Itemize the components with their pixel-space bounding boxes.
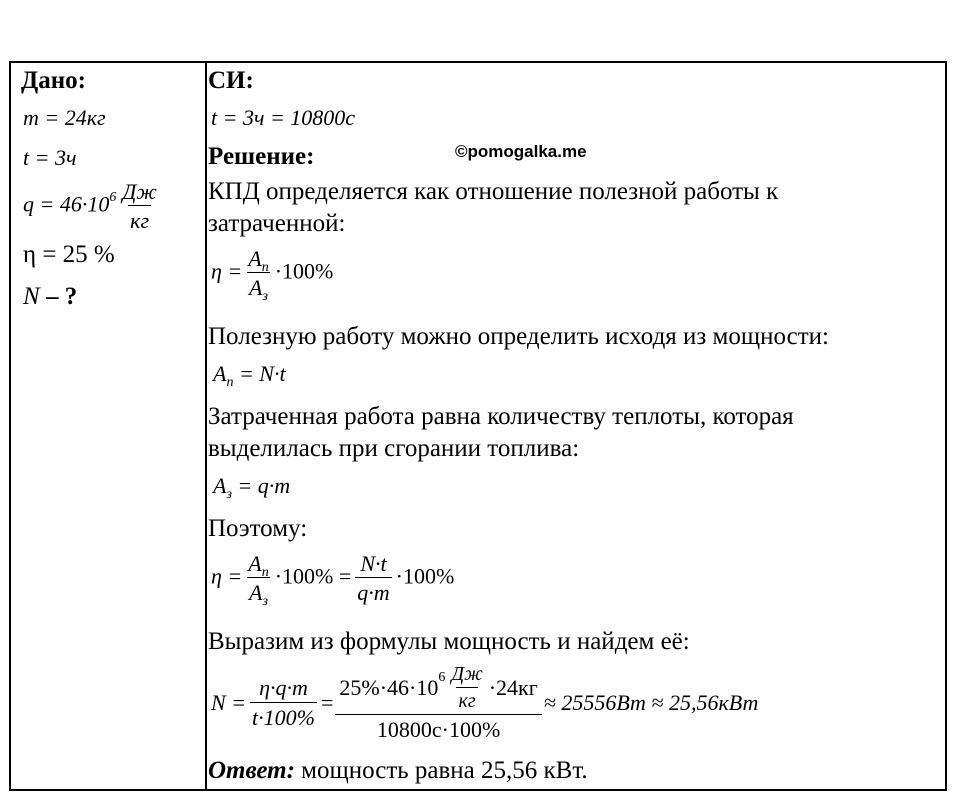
formula-combined-rhs: ·100%	[395, 563, 455, 589]
given-heat-unit-den: кг	[128, 205, 151, 233]
given-heat-exp: 6	[109, 190, 117, 206]
formula-combined-num1-sub: п	[261, 565, 269, 580]
given-time: t = 3ч	[23, 145, 77, 170]
formula-power-result: ≈ 25556Вт ≈ 25,56кВт	[543, 689, 759, 715]
column-divider	[205, 63, 207, 789]
formula-efficiency-rhs: ·100%	[274, 258, 334, 284]
formula-combined-den2: q·m	[355, 577, 391, 605]
given-heat	[23, 179, 163, 234]
formula-power-unit-den: кг	[456, 687, 477, 713]
para-efficiency-line2: затраченной:	[208, 210, 346, 237]
formula-combined-lhs: η =	[211, 563, 243, 589]
formula-combined-den1: A	[249, 580, 263, 606]
given-heat-unit-num: Дж	[122, 179, 157, 204]
formula-efficiency-den-sub: з	[262, 289, 268, 305]
si-time: t = 3ч = 10800c	[211, 105, 356, 130]
si-header: СИ:	[208, 67, 254, 94]
formula-combined-num1: A	[248, 551, 262, 576]
formula-power-lhs: N =	[211, 689, 247, 715]
formula-useful-work-sub: п	[226, 375, 234, 390]
given-header: Дано:	[21, 67, 86, 94]
given-find-var: N	[23, 283, 40, 310]
para-useful-work: Полезную работу можно определить исходя из мощности:	[208, 323, 829, 350]
answer-line	[208, 757, 588, 785]
given-mass: m = 24кг	[23, 105, 106, 130]
formula-useful-work-rhs: = N·t	[233, 361, 286, 386]
formula-power-eq: =	[320, 689, 334, 715]
formula-power-bigden: 10800c·100%	[335, 714, 541, 742]
given-efficiency: η = 25 %	[23, 241, 115, 268]
given-find	[23, 283, 77, 311]
formula-spent-work	[213, 473, 291, 502]
para-spent-work-line2: выделилась при сгорании топлива:	[208, 435, 580, 462]
formula-power-unit-num: Дж	[451, 663, 483, 685]
formula-power	[211, 663, 758, 742]
formula-power-den1: t·100%	[250, 702, 317, 730]
para-express-power: Выразим из формулы мощность и найдем её:	[208, 628, 690, 655]
answer-label: Ответ:	[208, 757, 295, 784]
formula-combined-den1-sub: з	[262, 594, 268, 610]
formula-power-bignum-a: 25%·46·10	[339, 675, 439, 701]
formula-spent-work-rhs: = q·m	[231, 473, 291, 498]
formula-efficiency-num: A	[248, 246, 262, 271]
formula-efficiency	[211, 246, 334, 305]
watermark: ©pomogalka.me	[455, 142, 587, 161]
formula-useful-work-lhs: A	[213, 361, 227, 386]
formula-efficiency-lhs: η =	[211, 258, 243, 284]
solution-table	[9, 61, 947, 791]
given-heat-lhs: q = 46·10	[23, 191, 110, 217]
formula-combined-mid: ·100% =	[274, 563, 352, 589]
given-find-mark: – ?	[39, 283, 78, 310]
answer-text: мощность равна 25,56 кВт.	[294, 757, 588, 784]
formula-power-bignum-exp: 6	[438, 669, 446, 685]
formula-spent-work-sub: з	[226, 487, 232, 502]
para-efficiency-line1: КПД определяется как отношение полезной работы к	[208, 178, 779, 205]
formula-power-bignum-b: ·24кг	[488, 675, 538, 701]
formula-spent-work-lhs: A	[213, 473, 227, 498]
solution-header: Решение:	[208, 143, 315, 170]
formula-combined-num2: N·t	[360, 551, 387, 576]
formula-power-num1: η·q·m	[259, 675, 308, 701]
para-spent-work-line1: Затраченная работа равна количеству теплоты, которая	[208, 403, 794, 430]
formula-efficiency-den: A	[249, 275, 263, 301]
formula-efficiency-num-sub: п	[261, 260, 269, 275]
formula-useful-work	[213, 361, 286, 390]
para-therefore: Поэтому:	[208, 515, 308, 542]
formula-combined	[211, 551, 455, 610]
